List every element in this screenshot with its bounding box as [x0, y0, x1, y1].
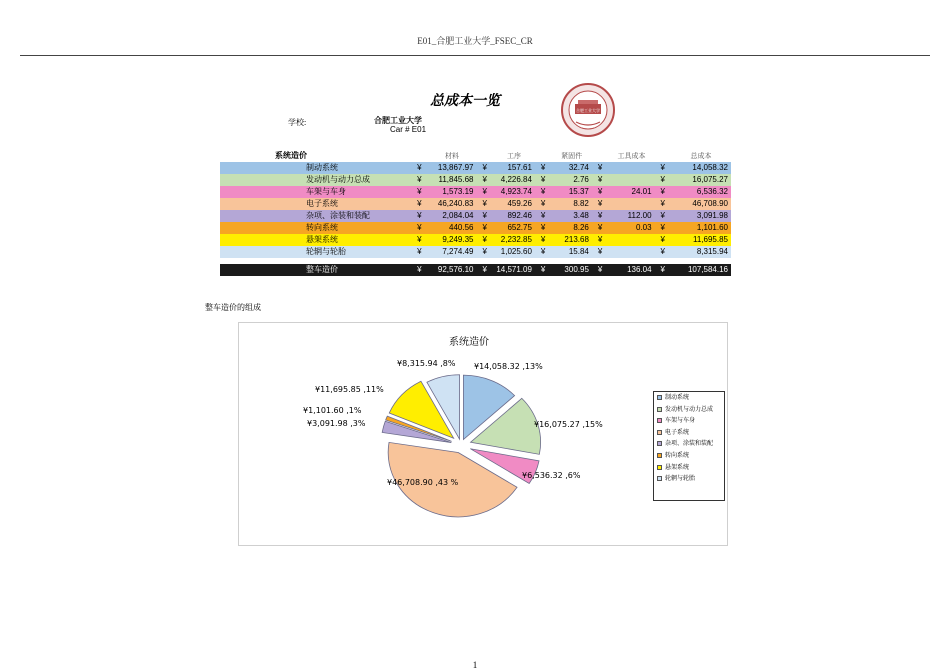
tooling-cell — [608, 198, 654, 210]
system-name-cell: 车架与车身 — [220, 186, 411, 198]
tooling-cell: 112.00 — [608, 210, 654, 222]
currency-symbol: ¥ — [535, 246, 552, 258]
slice-label: ¥6,536.32 ,6% — [522, 471, 581, 480]
header-total: 总成本 — [690, 152, 712, 160]
table-row — [220, 222, 731, 234]
material-cell: 46,240.83 — [428, 198, 477, 210]
material-cell: 2,084.04 — [428, 210, 477, 222]
currency-symbol: ¥ — [411, 246, 428, 258]
system-name-cell: 发动机与动力总成 — [220, 174, 411, 186]
seal-text: 合肥工业大学 — [576, 108, 600, 113]
material-cell: 11,845.68 — [428, 174, 477, 186]
fastener-cell: 8.82 — [551, 198, 591, 210]
fastener-cell: 300.95 — [551, 264, 591, 276]
currency-symbol: ¥ — [655, 222, 672, 234]
legend-label: 转向系统 — [665, 451, 690, 459]
legend-item — [654, 438, 724, 450]
currency-symbol: ¥ — [592, 246, 609, 258]
currency-symbol: ¥ — [592, 174, 609, 186]
total-cell: 16,075.27 — [671, 174, 731, 186]
material-cell: 92,576.10 — [428, 264, 477, 276]
legend-item — [654, 473, 724, 485]
tooling-cell: 24.01 — [608, 186, 654, 198]
material-cell: 7,274.49 — [428, 246, 477, 258]
currency-symbol: ¥ — [655, 186, 672, 198]
legend-swatch — [657, 418, 662, 423]
fastener-cell: 8.26 — [551, 222, 591, 234]
page-header: E01_合肥工业大学_FSEC_CR — [417, 36, 533, 46]
slice-label: ¥1,101.60 ,1% — [303, 406, 362, 415]
currency-symbol: ¥ — [592, 222, 609, 234]
currency-symbol: ¥ — [592, 162, 609, 174]
table-header-row — [220, 150, 731, 162]
currency-symbol: ¥ — [592, 234, 609, 246]
currency-symbol: ¥ — [535, 174, 552, 186]
car-number: Car # E01 — [390, 125, 427, 134]
tooling-cell — [608, 174, 654, 186]
total-cell: 14,058.32 — [671, 162, 731, 174]
currency-symbol: ¥ — [411, 222, 428, 234]
currency-symbol: ¥ — [535, 222, 552, 234]
legend-swatch — [657, 395, 662, 400]
legend-item — [654, 427, 724, 439]
fastener-cell: 213.68 — [551, 234, 591, 246]
table-row — [220, 246, 731, 258]
currency-symbol: ¥ — [476, 162, 493, 174]
total-cell: 107,584.16 — [671, 264, 731, 276]
fastener-cell: 2.76 — [551, 174, 591, 186]
fastener-cell: 15.84 — [551, 246, 591, 258]
process-cell: 652.75 — [493, 222, 535, 234]
currency-symbol: ¥ — [535, 162, 552, 174]
seal-roof — [578, 100, 598, 104]
system-name-cell: 整车造价 — [220, 264, 411, 276]
currency-symbol: ¥ — [411, 198, 428, 210]
material-cell: 13,867.97 — [428, 162, 477, 174]
fastener-cell: 32.74 — [551, 162, 591, 174]
section-label: 整车造价的组成 — [205, 303, 261, 312]
table-row — [220, 210, 731, 222]
system-name-cell: 电子系统 — [220, 198, 411, 210]
total-cell: 46,708.90 — [671, 198, 731, 210]
currency-symbol: ¥ — [476, 246, 493, 258]
fastener-cell: 3.48 — [551, 210, 591, 222]
fastener-cell: 15.37 — [551, 186, 591, 198]
system-name-cell: 轮辋与轮胎 — [220, 246, 411, 258]
legend-swatch — [657, 407, 662, 412]
currency-symbol: ¥ — [476, 210, 493, 222]
header-process: 工序 — [506, 152, 521, 160]
legend-swatch — [657, 465, 662, 470]
legend-item — [654, 462, 724, 474]
currency-symbol: ¥ — [535, 198, 552, 210]
system-name-cell: 杂项、涂装和装配 — [220, 210, 411, 222]
currency-symbol: ¥ — [655, 234, 672, 246]
total-cell: 8,315.94 — [671, 246, 731, 258]
header-tooling: 工具成本 — [617, 152, 646, 160]
total-cell: 1,101.60 — [671, 222, 731, 234]
header-rule — [20, 55, 930, 56]
legend-label: 悬架系统 — [665, 463, 690, 471]
currency-symbol: ¥ — [592, 210, 609, 222]
header-system: 系统造价 — [275, 151, 307, 160]
header-fastener: 紧固件 — [561, 152, 583, 160]
table-row — [220, 198, 731, 210]
currency-symbol: ¥ — [476, 186, 493, 198]
legend-item — [654, 450, 724, 462]
cost-table — [220, 150, 731, 276]
legend-swatch — [657, 430, 662, 435]
legend-label: 电子系统 — [665, 428, 690, 436]
process-cell: 2,232.85 — [493, 234, 535, 246]
process-cell: 459.26 — [493, 198, 535, 210]
legend-label: 制动系统 — [665, 394, 690, 401]
tooling-cell: 136.04 — [608, 264, 654, 276]
currency-symbol: ¥ — [592, 264, 609, 276]
system-name-cell: 制动系统 — [220, 162, 411, 174]
total-row — [220, 264, 731, 276]
school-name: 合肥工业大学 — [374, 116, 422, 125]
legend-item — [654, 415, 724, 427]
currency-symbol: ¥ — [655, 162, 672, 174]
process-cell: 4,226.84 — [493, 174, 535, 186]
currency-symbol: ¥ — [476, 234, 493, 246]
currency-symbol: ¥ — [476, 174, 493, 186]
system-name-cell: 悬架系统 — [220, 234, 411, 246]
legend-swatch — [657, 441, 662, 446]
legend-label: 杂项、涂装和装配 — [665, 440, 714, 448]
currency-symbol: ¥ — [592, 186, 609, 198]
currency-symbol: ¥ — [592, 198, 609, 210]
currency-symbol: ¥ — [535, 264, 552, 276]
slice-label: ¥3,091.98 ,3% — [307, 419, 366, 428]
slice-label: ¥11,695.85 ,11% — [315, 385, 384, 394]
slice-label: ¥16,075.27 ,15% — [534, 420, 603, 429]
total-cell: 11,695.85 — [671, 234, 731, 246]
currency-symbol: ¥ — [411, 186, 428, 198]
process-cell: 4,923.74 — [493, 186, 535, 198]
total-cell: 3,091.98 — [671, 210, 731, 222]
tooling-cell — [608, 234, 654, 246]
currency-symbol: ¥ — [655, 198, 672, 210]
page-number: 1 — [472, 660, 478, 670]
table-row — [220, 186, 731, 198]
legend-item — [654, 392, 724, 404]
slice-label: ¥8,315.94 ,8% — [397, 359, 456, 368]
total-cell: 6,536.32 — [671, 186, 731, 198]
table-row — [220, 234, 731, 246]
legend-swatch — [657, 476, 662, 481]
currency-symbol: ¥ — [411, 162, 428, 174]
currency-symbol: ¥ — [535, 210, 552, 222]
tooling-cell — [608, 246, 654, 258]
currency-symbol: ¥ — [655, 264, 672, 276]
process-cell: 157.61 — [493, 162, 535, 174]
chart-legend — [653, 391, 725, 501]
tooling-cell: 0.03 — [608, 222, 654, 234]
system-name-cell: 转向系统 — [220, 222, 411, 234]
currency-symbol: ¥ — [411, 210, 428, 222]
legend-swatch — [657, 453, 662, 458]
currency-symbol: ¥ — [476, 198, 493, 210]
slice-label: ¥14,058.32 ,13% — [474, 362, 543, 371]
page-title: 总成本一览 — [430, 92, 500, 108]
pie-chart — [238, 322, 728, 546]
slice-label: ¥46,708.90 ,43 % — [387, 478, 459, 487]
currency-symbol: ¥ — [655, 174, 672, 186]
legend-item — [654, 404, 724, 416]
material-cell: 1,573.19 — [428, 186, 477, 198]
currency-symbol: ¥ — [411, 264, 428, 276]
header-material: 材料 — [445, 152, 460, 160]
currency-symbol: ¥ — [535, 186, 552, 198]
currency-symbol: ¥ — [476, 264, 493, 276]
process-cell: 14,571.09 — [493, 264, 535, 276]
process-cell: 1,025.60 — [493, 246, 535, 258]
currency-symbol: ¥ — [655, 246, 672, 258]
currency-symbol: ¥ — [655, 210, 672, 222]
chart-title: 系统造价 — [449, 337, 489, 348]
university-seal — [560, 82, 616, 138]
school-label: 学校: — [288, 118, 307, 127]
currency-symbol: ¥ — [535, 234, 552, 246]
process-cell: 892.46 — [493, 210, 535, 222]
material-cell: 440.56 — [428, 222, 477, 234]
table-row — [220, 174, 731, 186]
material-cell: 9,249.35 — [428, 234, 477, 246]
currency-symbol: ¥ — [411, 234, 428, 246]
table-row — [220, 162, 731, 174]
legend-label: 轮辋与轮胎 — [665, 475, 696, 483]
currency-symbol: ¥ — [411, 174, 428, 186]
tooling-cell — [608, 162, 654, 174]
legend-label: 车架与车身 — [665, 417, 696, 425]
legend-label: 发动机与动力总成 — [665, 405, 714, 413]
currency-symbol: ¥ — [476, 222, 493, 234]
